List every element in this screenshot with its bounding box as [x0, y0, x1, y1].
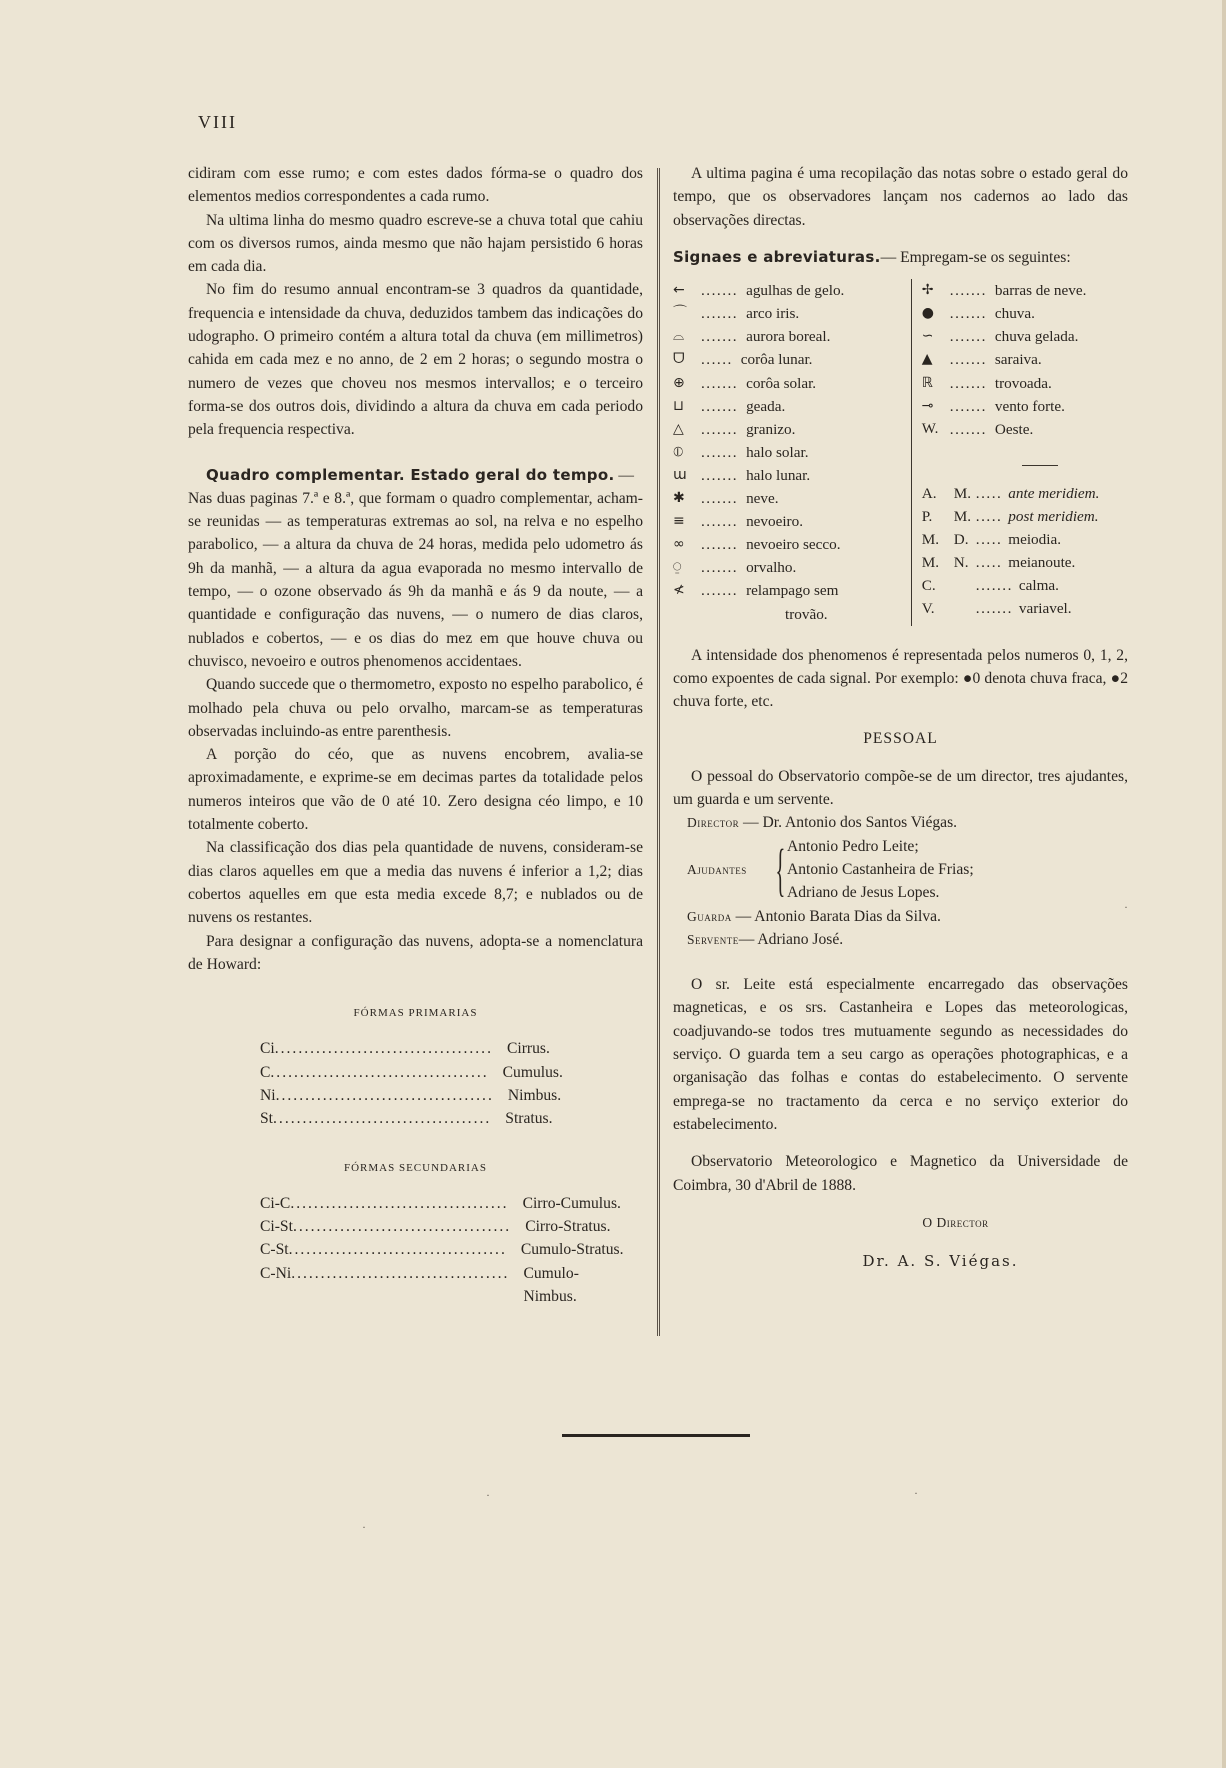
right-column — [673, 162, 1128, 1273]
list-item: A. M. ..... ante meridiem. — [921, 484, 1100, 502]
aurora-icon: ⌓ — [673, 328, 685, 345]
ink-speck: · — [362, 1520, 366, 1534]
list-item: C. ....... calma. — [921, 577, 1059, 595]
list-item: C-St ..................................... Cumulo-Stratus. — [260, 1241, 624, 1259]
freezing-rain-icon: ∽ — [921, 328, 934, 345]
solar-halo-icon: ⦶ — [673, 443, 684, 460]
paragraph: A ultima pagina é uma recopilação das notas sobre o estado geral do tempo, que os observadores lançam nos cadernos ao lado das observações directas. — [673, 165, 1128, 229]
list-item: W. ....... Oeste. — [921, 420, 1034, 438]
lunar-halo-icon: ɯ — [673, 466, 687, 483]
left-column — [188, 162, 643, 1308]
section-heading: Quadro complementar. Estado geral do tempo. — [206, 465, 615, 484]
list-item: Ci-St ..................................... Cirro-Stratus. — [260, 1218, 611, 1236]
paragraph: Na classificação dos dias pela quantidade de nuvens, consideram-se dias claros aquelles em que a media das nuvens é inferior a 1,2; dias cobertos aquelles em que esta media excede 8,7; e nublados ou de nuvens os restantes. — [188, 839, 643, 927]
list-item: ⊔ ....... geada. — [673, 395, 901, 418]
list-item: ≮ ....... relampago sem — [673, 579, 901, 602]
solar-corona-icon: ⊕ — [673, 374, 685, 391]
page-edge — [1222, 0, 1226, 1768]
hail-icon: △ — [673, 420, 684, 437]
list-item: V. ....... variavel. — [921, 600, 1072, 618]
signs-intro: — Empregam-se os seguintes: — [880, 248, 1071, 266]
list-item: ▲ ....... saraiva. — [922, 348, 1128, 371]
list-item: ⊕ ....... corôa solar. — [673, 372, 901, 395]
ink-speck: · — [486, 1488, 490, 1502]
list-item: St ..................................... Stratus. — [260, 1110, 553, 1128]
list-item: ∽ ....... chuva gelada. — [922, 325, 1128, 348]
primary-forms-list — [188, 1037, 643, 1130]
list-item: ɯ ....... halo lunar. — [673, 464, 901, 487]
paragraph: A intensidade dos phenomenos é representada pelos numeros 0, 1, 2, como expoentes de cada signal. Por exemplo: ●0 denota chuva fraca, ●2 chuva forte, etc. — [673, 646, 1128, 711]
signs-column-2 — [912, 279, 1128, 625]
list-item: Ci ..................................... Cirrus. — [260, 1040, 550, 1058]
rainbow-icon: ⌒ — [673, 305, 687, 322]
list-item: Ni ..................................... Nimbus. — [260, 1086, 562, 1104]
director-title: O Director — [922, 1214, 989, 1230]
list-item: ᗜ ...... corôa lunar. — [673, 348, 901, 371]
fog-icon: ≡ — [673, 513, 685, 530]
closing-rule — [562, 1434, 750, 1437]
list-item: ● ....... chuva. — [922, 302, 1128, 325]
list-item: ℝ ....... trovoada. — [922, 372, 1128, 395]
paragraph: cidiram com esse rumo; e com estes dados fórma-se o quadro dos elementos medios correspondentes a cada rumo. — [188, 165, 643, 206]
strong-wind-icon: ⊸ — [921, 397, 934, 414]
paragraph: Nas duas paginas 7.ª e 8.ª, que formam o quadro complementar, acham-se reunidas — as temperaturas extremas ao sol, na relva e no espelho parabolico, — a altura da chuva de 24 horas, medida pelo udometro ás 9h da manhã, — a altura da agua evaporada no mesmo intervallo de tempo, — o ozone observado ás 9h da manhã e ás 9 da noute, — a quantidade e configuração das nuvens, — o numero de dias claros, nublados e cobertos, — e os dias do mez em que houve chuva ou chuvisco, nevoeiro e outros phenomenos accidentaes. — [188, 489, 643, 670]
page-number: VIII — [198, 112, 237, 132]
paragraph: Quando succede que o thermometro, exposto no espelho parabolico, é molhado pela chuva ou pelo orvalho, marcam-se as temperaturas observadas incluindo-as entre parenthesis. — [188, 676, 643, 740]
section-heading: Signaes e abreviaturas. — [673, 247, 881, 266]
list-item: ✱ ....... neve. — [673, 487, 901, 510]
frost-icon: ⊔ — [673, 397, 684, 414]
ink-speck: · — [914, 1486, 918, 1500]
list-item: ⦶ ....... halo solar. — [673, 441, 901, 464]
paragraph: Observatorio Meteorologico e Magnetico da Universidade de Coimbra, 30 d'Abril de 1888. — [673, 1153, 1128, 1194]
paragraph: A porção do céo, que as nuvens encobrem, avalia-se aproximadamente, e exprime-se em decimas partes da totalidade pelos numeros inteiros que vão de 0 até 10. Zero designa céo limpo, e 10 totalmente coberto. — [188, 746, 643, 834]
director-row: Director — Dr. Antonio dos Santos Viégas. — [687, 814, 958, 832]
sleet-icon: ▲ — [921, 351, 933, 368]
paragraph: O sr. Leite está especialmente encarregado das observações magneticas, e os srs. Castanheira e Lopes das meteorologicas, coadjuvando-se todos tres mutuamente segundo as necessidades do serviço. O guarda tem a seu cargo as operações photographicas, e a organisação das folhas e contas do estabelecimento. O servente emprega-se no tractamento da cerca e no serviço exterior do estabelecimento. — [673, 976, 1128, 1133]
list-item: △ ....... granizo. — [673, 418, 901, 441]
list-item: C ..................................... Cumulus. — [260, 1063, 563, 1081]
staff-list — [687, 811, 1128, 951]
lunar-corona-icon: ᗜ — [673, 351, 685, 368]
paragraph: No fim do resumo annual encontram-se 3 quadros da quantidade, frequencia e intensidade da chuva, deduzidos tambem das indicações do udographo. O primeiro contém a altura total da chuva (em millimetros) cahida em cada mez e no anno, de 2 em 2 horas; o segundo mostra o numero de vezes que choveu nos mesmos intervallos; e o terceiro forma-se dos outros dois, dividindo a altura da chuva em cada periodo pela frequencia respectiva. — [188, 281, 643, 439]
lightning-icon: ≮ — [673, 582, 685, 599]
list-item: ⌓ ....... aurora boreal. — [673, 325, 901, 348]
paragraph: Na ultima linha do mesmo quadro escreve-se a chuva total que cahiu com os diversos rumos, ainda mesmo que não hajam persistido 6 horas em cada dia. — [188, 211, 643, 276]
list-item: P. M. ..... post meridiem. — [921, 507, 1099, 525]
secondary-forms-list — [188, 1192, 643, 1308]
thunderstorm-icon: ℝ — [921, 374, 933, 391]
list-item: C-Ni ..................................... Cumulo-Nimbus. — [260, 1264, 579, 1306]
brace-icon: { — [775, 836, 786, 902]
paragraph: O pessoal do Observatorio compõe-se de um director, tres ajudantes, um guarda e um servente. — [673, 767, 1128, 809]
rain-icon: ● — [921, 305, 935, 322]
dry-fog-icon: ∞ — [673, 536, 685, 553]
column-divider — [657, 168, 660, 1336]
list-item: Ci-C ..................................... Cirro-Cumulus. — [260, 1194, 621, 1212]
list-item: ⌒ ....... arco iris. — [673, 302, 901, 325]
heading-dash: — — [614, 466, 634, 484]
section-title: PESSOAL — [863, 730, 938, 748]
divider — [1022, 465, 1058, 466]
ink-speck: · — [1124, 900, 1128, 914]
snow-bars-icon: ✢ — [921, 282, 934, 299]
list-item: M. N. ..... meianoute. — [921, 554, 1076, 572]
list-item: ✢ ....... barras de neve. — [922, 279, 1128, 302]
guard-row: Guarda — Antonio Barata Dias da Silva. — [687, 907, 941, 925]
servant-row: Servente— Adriano José. — [687, 930, 844, 948]
dew-icon: ⍜ — [673, 559, 682, 576]
snow-icon: ✱ — [673, 490, 685, 507]
ice-needles-icon: ← — [673, 282, 685, 299]
paragraph: Para designar a configuração das nuvens, adopta-se a nomenclatura de Howard: — [188, 932, 643, 973]
list-item-continuation: trovão. — [785, 605, 828, 623]
list-item: ⍜ ....... orvalho. — [673, 556, 901, 579]
signs-table — [673, 279, 1128, 625]
list-item: ∞ ....... nevoeiro secco. — [673, 533, 901, 556]
signature: Dr. A. S. Viégas. — [862, 1252, 1019, 1271]
list-item: ← ....... agulhas de gelo. — [673, 279, 901, 302]
primary-forms-title: FÓRMAS PRIMARIAS — [353, 1007, 478, 1020]
list-item: M. D. ..... meiodia. — [921, 531, 1061, 549]
secondary-forms-title: FÓRMAS SECUNDARIAS — [343, 1161, 487, 1174]
list-item: ⊸ ....... vento forte. — [922, 395, 1128, 418]
list-item: ≡ ....... nevoeiro. — [673, 510, 901, 533]
assistants-row: Ajudantes { Antonio Pedro Leite; Antonio Castanheira de Frias; Adriano de Jesus Lopes. — [687, 836, 974, 902]
signs-column-1 — [673, 279, 912, 625]
